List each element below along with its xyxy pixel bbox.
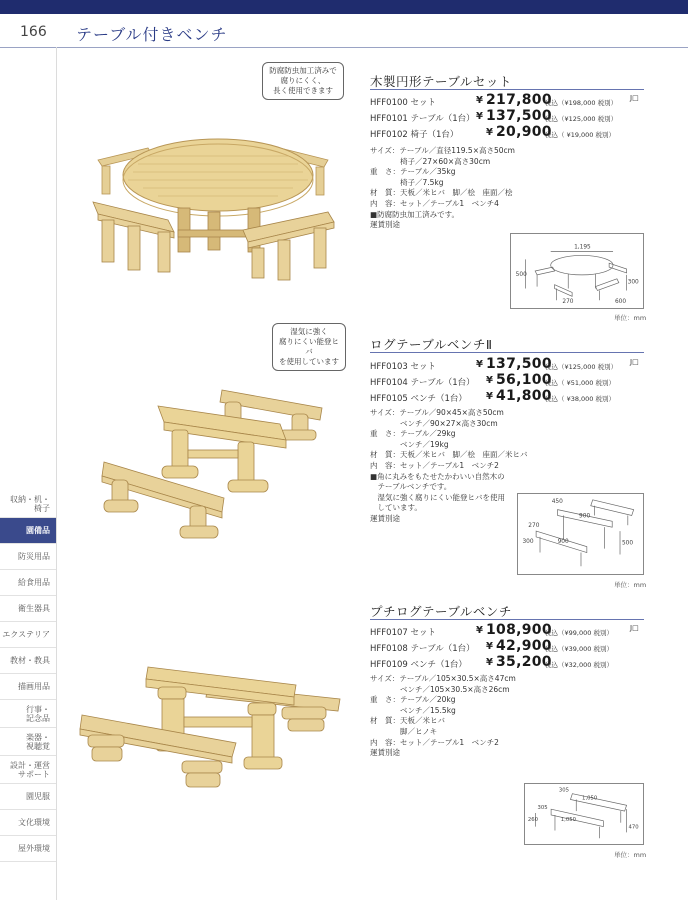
sidebar-item-label: 衛生器具 (18, 604, 50, 613)
product-code: HFF0104 テーブル（1台） (370, 378, 475, 388)
spec-line: サイズ：テーブル／直径119.5×高さ50cm (370, 146, 515, 155)
yen-sign: ¥ (486, 391, 493, 402)
sidebar-item-storage[interactable] (0, 490, 56, 518)
unit-note: 単位：mm (614, 314, 647, 322)
price-amount: 41,800 (496, 388, 552, 404)
stock-badge: J□ (630, 358, 639, 366)
price-row (370, 94, 650, 109)
round-table-set-photo (88, 120, 348, 290)
title-divider (0, 47, 688, 48)
product-code: HFF0101 テーブル（1台） (370, 114, 475, 124)
dim-label: 305 (558, 787, 569, 794)
dim-label: 470 (628, 824, 639, 831)
feature-callout: 防腐防虫加工済みで 腐りにくく、 長く使用できます (262, 62, 344, 100)
stock-badge: J□ (630, 624, 639, 632)
feature-callout: 湿気に強く 腐りにくい能登ヒバ を使用しています (272, 323, 346, 371)
price-amount: 137,500 (486, 108, 552, 124)
spec-line: 内 容：セット／テーブル1 ベンチ2 (370, 460, 499, 470)
spec-list (370, 674, 516, 759)
spec-line: 運賃別途 (370, 220, 400, 230)
page-number: 166 (20, 24, 47, 40)
dimension-diagram (510, 233, 644, 309)
spec-line: ベンチ／19kg (370, 439, 449, 449)
dim-label: 900 (579, 513, 591, 520)
sidebar-item-label: 教材・教具 (10, 656, 50, 665)
sidebar-item-label: 屋外環境 (18, 844, 50, 853)
dim-label: 500 (621, 540, 634, 547)
dim-label: 1,050 (582, 795, 598, 802)
sidebar-divider (56, 47, 57, 900)
spec-line: しています。 (370, 503, 422, 513)
spec-line: テーブルベンチです。 (370, 482, 452, 492)
product-code: HFF0108 テーブル（1台） (370, 644, 475, 654)
price-amount: 108,900 (486, 622, 552, 638)
yen-sign: ¥ (486, 641, 493, 652)
petit-log-table-bench-photo (78, 655, 348, 805)
unit-note: 単位：mm (614, 851, 647, 859)
product-code: HFF0102 椅子（1台） (370, 130, 459, 140)
product-title: ログテーブルベンチⅡ (370, 337, 493, 352)
price-tax-note: 税込（¥125,000 税別） (545, 363, 618, 371)
spec-list (370, 146, 515, 231)
yen-sign: ¥ (476, 95, 483, 106)
sidebar-item-design-support[interactable] (0, 756, 56, 784)
unit-note: 単位：mm (614, 581, 647, 589)
sidebar-item-culture[interactable] (0, 810, 56, 836)
product-title-rule (370, 619, 644, 620)
yen-sign: ¥ (486, 127, 493, 138)
spec-line: 材 質：天板／米ヒバ 脚／桧 座面／米ヒバ (370, 450, 528, 460)
price-row (370, 656, 650, 671)
dim-label: 900 (557, 538, 569, 545)
dimension-diagram (517, 493, 644, 575)
sidebar-item-label: 園児服 (26, 792, 50, 801)
price-tax-note: 税込（¥125,000 税別） (545, 115, 618, 123)
spec-line: サイズ：テーブル／105×30.5×高さ47cm (370, 674, 516, 683)
spec-line: 内 容：セット／テーブル1 ベンチ4 (370, 198, 499, 208)
spec-line: ベンチ／15.5kg (370, 705, 456, 715)
spec-line: サイズ：テーブル／90×45×高さ50cm (370, 408, 504, 417)
dim-label: 305 (537, 805, 548, 812)
price-tax-note: 税込（ ¥38,000 税別） (545, 395, 616, 403)
dim-label: 600 (614, 299, 627, 306)
price-amount: 20,900 (496, 124, 552, 140)
sidebar-item-teaching[interactable] (0, 648, 56, 674)
page-title: テーブル付きベンチ (76, 25, 228, 44)
yen-sign: ¥ (476, 625, 483, 636)
price-row (370, 358, 650, 373)
sidebar-item-label: 楽器・ 視聴覚 (26, 732, 50, 751)
dim-label: 270 (562, 299, 574, 306)
spec-line: ベンチ／90×27×高さ30cm (370, 418, 498, 428)
header-bar (0, 0, 688, 14)
price-tax-note: 税込（ ¥51,000 税別） (545, 379, 616, 387)
spec-line: 運賃別途 (370, 513, 400, 523)
price-row (370, 624, 650, 639)
price-amount: 137,500 (486, 356, 552, 372)
price-tax-note: 税込（¥39,000 税別） (545, 645, 613, 653)
spec-line: ■角に丸みをもたせたかわいい自然木の (370, 471, 505, 481)
sidebar-item-label: 給食用品 (18, 578, 50, 587)
product-code: HFF0100 セット (370, 98, 437, 108)
sidebar-item-exterior[interactable] (0, 622, 56, 648)
sidebar-item-events[interactable] (0, 700, 56, 728)
dimension-diagram (524, 783, 644, 845)
dim-label: 1,050 (560, 816, 576, 823)
dim-label: 300 (627, 279, 639, 286)
sidebar-item-label: 文化環境 (18, 818, 50, 827)
dim-label: 260 (527, 816, 539, 823)
price-tax-note: 税込（¥99,000 税別） (545, 629, 613, 637)
yen-sign: ¥ (476, 111, 483, 122)
spec-line: 椅子／27×60×高さ30cm (370, 156, 491, 166)
dim-label: 300 (522, 538, 534, 545)
sidebar-item-sanitary[interactable] (0, 596, 56, 622)
product-code: HFF0103 セット (370, 362, 437, 372)
price-row (370, 390, 650, 405)
dim-label: 270 (528, 523, 540, 530)
spec-line: 材 質：天板／米ヒバ (370, 716, 445, 726)
sidebar-item-label: 収納・机・ 椅子 (10, 494, 50, 513)
product-title-rule (370, 352, 644, 353)
spec-line: 重 さ：テーブル／35kg (370, 167, 456, 177)
spec-line: 脚／ヒノキ (370, 726, 438, 736)
price-amount: 35,200 (496, 654, 552, 670)
product-code: HFF0107 セット (370, 628, 437, 638)
sidebar-item-label: 園備品 (26, 526, 50, 535)
log-table-bench-photo (100, 380, 330, 550)
sidebar-item-outdoor[interactable] (0, 836, 56, 862)
price-amount: 56,100 (496, 372, 552, 388)
dim-label: 500 (515, 271, 527, 278)
price-tax-note: 税込（ ¥19,000 税別） (545, 131, 616, 139)
product-title-rule (370, 89, 644, 90)
yen-sign: ¥ (486, 375, 493, 386)
yen-sign: ¥ (476, 359, 483, 370)
product-code: HFF0109 ベンチ（1台） (370, 660, 467, 670)
sidebar-item-label: 防災用品 (18, 552, 50, 561)
spec-list (370, 408, 528, 525)
price-row (370, 640, 650, 655)
price-row (370, 126, 650, 141)
spec-line: ベンチ／105×30.5×高さ26cm (370, 684, 510, 694)
sidebar-item-food-service[interactable] (0, 570, 56, 596)
spec-line: 材 質：天板／米ヒバ 脚／桧 座面／桧 (370, 188, 513, 198)
spec-line: 重 さ：テーブル／29kg (370, 429, 456, 439)
product-code: HFF0105 ベンチ（1台） (370, 394, 467, 404)
price-amount: 42,900 (496, 638, 552, 654)
sidebar-item-disaster[interactable] (0, 544, 56, 570)
sidebar-item-label: 描画用品 (18, 682, 50, 691)
category-sidebar (0, 490, 56, 862)
sidebar-item-music[interactable] (0, 728, 56, 756)
sidebar-item-label: 設計・運営 サポート (10, 760, 50, 779)
dim-label: 450 (551, 498, 563, 505)
sidebar-item-drawing[interactable] (0, 674, 56, 700)
sidebar-item-kindergarten-equipment[interactable] (0, 518, 56, 544)
price-amount: 217,800 (486, 92, 552, 108)
stock-badge: J□ (630, 94, 639, 102)
spec-line: 湿気に強く腐りにくい能登ヒバを使用 (370, 492, 505, 502)
spec-line: 内 容：セット／テーブル1 ベンチ2 (370, 737, 499, 747)
product-title: プチログテーブルベンチ (370, 604, 512, 619)
price-row (370, 374, 650, 389)
dim-label: 1,195 (574, 244, 591, 251)
sidebar-item-label: エクステリア (2, 630, 50, 639)
spec-line: 重 さ：テーブル／20kg (370, 695, 456, 705)
spec-line: 運賃別途 (370, 748, 400, 758)
spec-line: ■防腐防虫加工済みです。 (370, 209, 459, 219)
sidebar-item-label: 行事・ 記念品 (26, 704, 50, 723)
price-tax-note: 税込（¥32,000 税別） (545, 661, 613, 669)
price-row (370, 110, 650, 125)
spec-line: 椅子／7.5kg (370, 177, 444, 187)
yen-sign: ¥ (486, 657, 493, 668)
price-tax-note: 税込（¥198,000 税別） (545, 99, 618, 107)
product-title: 木製円形テーブルセット (370, 74, 512, 89)
sidebar-item-uniforms[interactable] (0, 784, 56, 810)
